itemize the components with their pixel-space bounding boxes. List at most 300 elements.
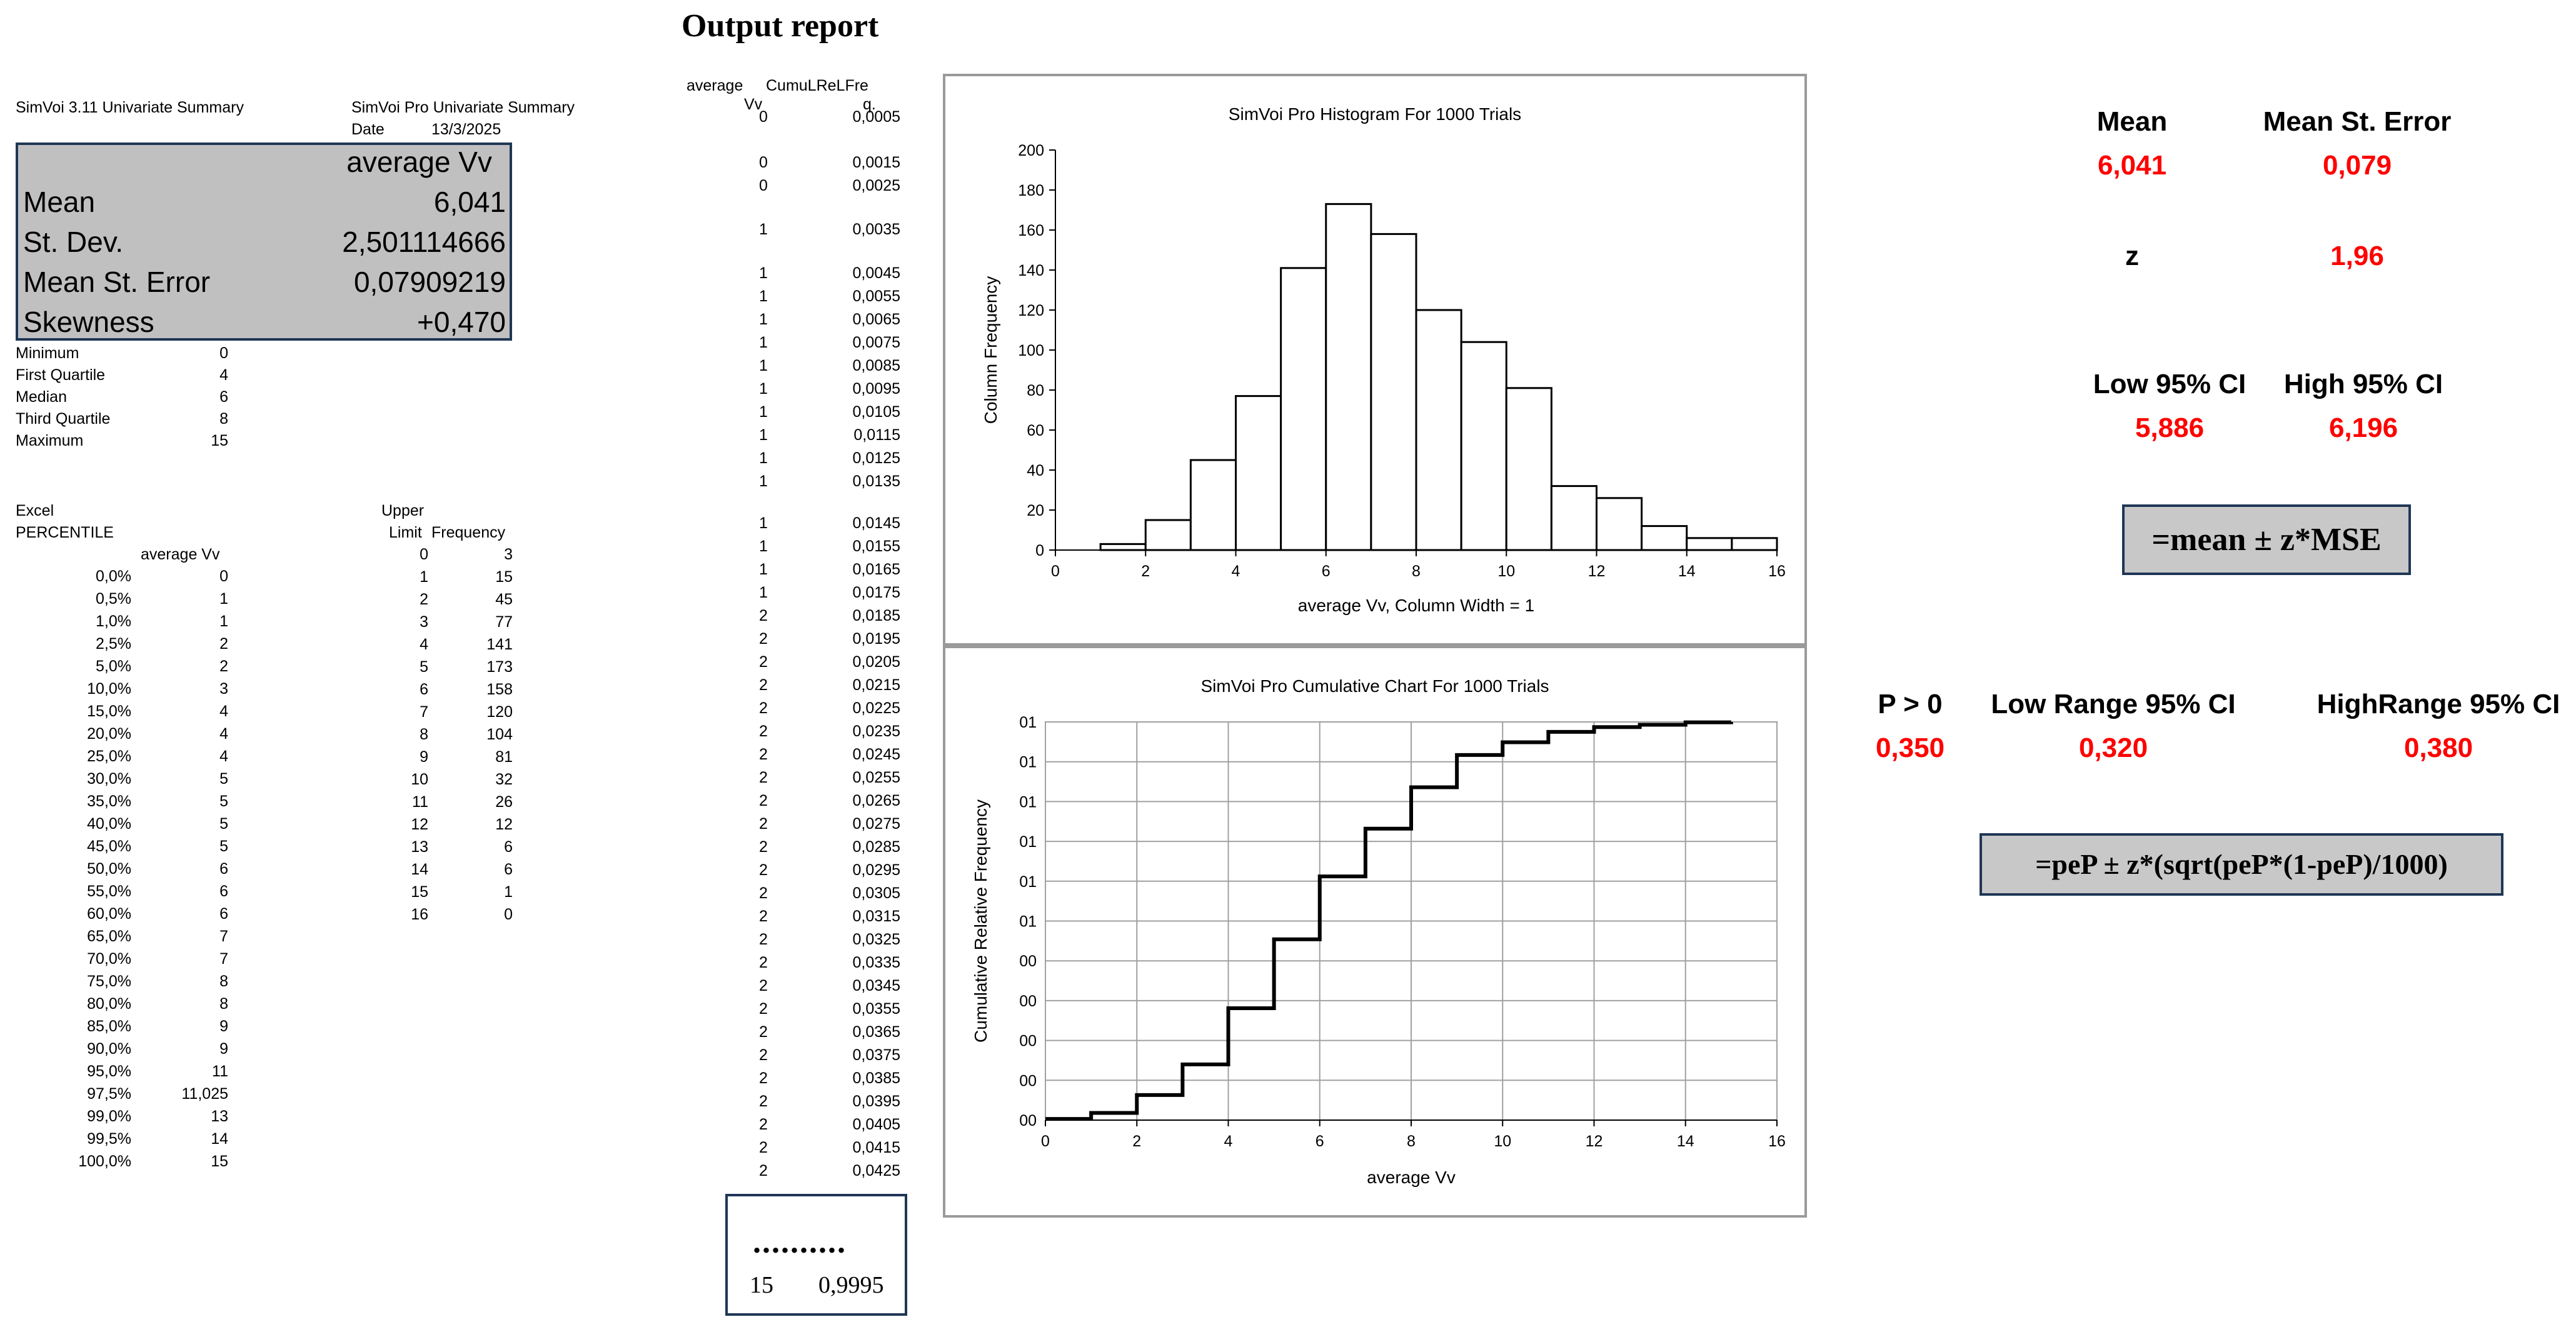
histogram-x-label: average Vv, Column Width = 1 — [1297, 596, 1535, 615]
cumul-vv: 2 — [759, 1069, 768, 1087]
cumul-vv: 1 — [759, 473, 768, 490]
mean-label: Mean — [2096, 106, 2168, 137]
percentile-value: 1 — [219, 590, 228, 608]
histogram-bar — [1597, 498, 1642, 550]
cumul-vv: 0 — [759, 108, 768, 126]
percentile-row — [16, 746, 228, 768]
stat-row — [16, 430, 228, 452]
summary-row-label: Mean St. Error — [23, 266, 211, 298]
frequency-limit: 7 — [420, 703, 428, 721]
low-range-value: 0,320 — [2078, 733, 2148, 763]
percentile-pct: 70,0% — [87, 950, 131, 968]
frequency-count: 173 — [486, 658, 513, 676]
cumul-freq: 0,0105 — [852, 403, 900, 421]
frequency-count: 26 — [495, 793, 513, 811]
cumul-last-freq: 0,9995 — [818, 1272, 884, 1298]
cumul-freq: 0,0275 — [852, 815, 900, 833]
cumulative-x-tick-label: 16 — [1768, 1133, 1786, 1150]
cumul-vv: 2 — [759, 1116, 768, 1133]
cumul-freq: 0,0355 — [852, 1000, 900, 1018]
cumulative-title: SimVoi Pro Cumulative Chart For 1000 Trials — [1200, 676, 1549, 696]
cumulative-x-tick-label: 0 — [1041, 1133, 1050, 1150]
frequency-limit: 13 — [411, 838, 428, 856]
percentile-row — [16, 656, 228, 678]
frequency-limit: 8 — [420, 726, 428, 743]
percentile-pct: 25,0% — [87, 748, 131, 765]
histogram-bar — [1326, 204, 1371, 550]
frequency-row — [375, 814, 513, 836]
percentile-col-header: average Vv — [141, 546, 220, 563]
percentile-value: 13 — [211, 1108, 228, 1125]
frequency-count: 141 — [486, 636, 513, 653]
cumulative-panel — [943, 646, 1807, 1218]
cumulative-y-tick-label: 00 — [1019, 953, 1037, 971]
histogram-bar — [1190, 460, 1235, 550]
z-value: 1,96 — [2330, 241, 2384, 271]
cumulative-chart — [945, 648, 1804, 1215]
percentile-row — [16, 611, 228, 633]
percentile-pct: 50,0% — [87, 860, 131, 878]
cumul-vv: 2 — [759, 1093, 768, 1110]
cumul-vv: 2 — [759, 769, 768, 786]
frequency-limit: 14 — [411, 861, 428, 878]
cumul-freq: 0,0365 — [852, 1023, 900, 1041]
cumulative-x-tick-label: 14 — [1676, 1133, 1694, 1150]
frequency-row — [375, 746, 513, 769]
cumulative-y-tick-label: 01 — [1019, 753, 1037, 771]
cumul-freq: 0,0345 — [852, 977, 900, 994]
percentile-pct: 97,5% — [87, 1085, 131, 1103]
formula-mean-ci: =mean ± z*MSE — [2122, 504, 2411, 575]
histogram-bar — [1732, 538, 1777, 550]
cumulative-y-tick-label: 00 — [1019, 1072, 1037, 1090]
cumulative-table — [732, 0, 900, 1188]
cumul-freq: 0,0045 — [852, 264, 900, 282]
freq-header-limit: Limit — [389, 524, 422, 541]
histogram-y-tick-label: 160 — [1018, 222, 1044, 239]
cumul-vv: 1 — [759, 288, 768, 305]
cumulative-y-tick-label: 01 — [1019, 833, 1037, 851]
frequency-limit: 12 — [411, 816, 428, 833]
summary-variable: average Vv — [346, 146, 492, 178]
percentile-pct: 2,5% — [96, 635, 131, 653]
percentile-row — [16, 768, 228, 791]
cumul-vv: 2 — [759, 977, 768, 994]
cumul-freq: 0,0395 — [852, 1093, 900, 1110]
frequency-row — [375, 724, 513, 746]
percentile-value: 11,025 — [181, 1085, 228, 1103]
histogram-y-tick-label: 100 — [1018, 342, 1044, 359]
histogram-bar — [1506, 388, 1551, 550]
cumul-freq: 0,0085 — [852, 357, 900, 374]
cumulative-y-tick-label: 01 — [1019, 913, 1037, 931]
frequency-count: 1 — [504, 883, 513, 901]
mse-label: Mean St. Error — [2263, 106, 2452, 137]
histogram-x-tick-label: 6 — [1321, 563, 1331, 580]
cumul-vv: 1 — [759, 561, 768, 578]
cumul-vv: 1 — [759, 264, 768, 282]
percentile-row — [16, 926, 228, 948]
percentile-row — [16, 903, 228, 926]
low-ci-label: Low 95% CI — [2093, 369, 2246, 399]
histogram-bar — [1371, 234, 1416, 550]
cumul-vv: 2 — [759, 699, 768, 717]
p-label: P > 0 — [1878, 689, 1943, 719]
cumulative-x-tick-label: 4 — [1224, 1133, 1233, 1150]
percentile-value: 15 — [211, 1153, 228, 1170]
histogram-y-tick-label: 0 — [1035, 542, 1044, 559]
histogram-panel — [943, 74, 1807, 646]
frequency-limit: 11 — [412, 793, 428, 811]
frequency-limit: 16 — [411, 906, 428, 923]
percentile-value: 5 — [219, 815, 228, 833]
percentile-pct: 40,0% — [87, 815, 131, 833]
cumulative-x-tick-label: 6 — [1315, 1133, 1324, 1150]
histogram-bar — [1461, 342, 1506, 550]
cumul-freq: 0,0205 — [852, 653, 900, 671]
cumul-vv: 2 — [759, 1023, 768, 1041]
cumul-freq: 0,0315 — [852, 908, 900, 925]
frequency-row — [375, 701, 513, 724]
histogram-x-tick-label: 12 — [1587, 563, 1606, 580]
mean-value: 6,041 — [2097, 150, 2167, 181]
percentile-value: 4 — [219, 725, 228, 743]
cumul-vv: 1 — [759, 584, 768, 601]
cumul-vv: 2 — [759, 1046, 768, 1064]
frequency-row — [375, 881, 513, 904]
frequency-count: 81 — [495, 748, 513, 766]
cumul-vv: 2 — [759, 1162, 768, 1179]
cumulative-y-tick-label: 00 — [1019, 1112, 1037, 1129]
percentile-value: 5 — [219, 793, 228, 810]
frequency-row — [375, 566, 513, 589]
summary-row — [18, 261, 523, 303]
cumul-freq: 0,0415 — [852, 1139, 900, 1156]
frequency-limit: 0 — [420, 546, 428, 563]
cumulative-x-tick-label: 12 — [1585, 1133, 1603, 1150]
cumul-vv: 2 — [759, 838, 768, 856]
cumul-freq: 0,0095 — [852, 380, 900, 398]
histogram-x-tick-label: 10 — [1497, 563, 1516, 580]
cumul-vv: 2 — [759, 1139, 768, 1156]
cumul-vv: 2 — [759, 723, 768, 740]
cumul-freq: 0,0295 — [852, 861, 900, 879]
histogram-bar — [1687, 538, 1732, 550]
percentile-row — [16, 993, 228, 1016]
cumul-vv: 2 — [759, 908, 768, 925]
cumul-header-q: q. — [863, 96, 876, 113]
frequency-limit: 15 — [411, 883, 428, 901]
cumul-freq: 0,0225 — [852, 699, 900, 717]
cumul-vv: 2 — [759, 653, 768, 671]
percentile-row — [16, 566, 228, 588]
cumul-vv: 1 — [759, 449, 768, 467]
percentile-value: 6 — [219, 883, 228, 900]
cumul-vv: 1 — [759, 311, 768, 328]
stat-label: Maximum — [16, 432, 84, 449]
percentile-pct: 30,0% — [87, 770, 131, 788]
frequency-row — [375, 611, 513, 634]
percentile-pct: 10,0% — [87, 680, 131, 698]
cumul-vv: 2 — [759, 630, 768, 648]
z-label: z — [2125, 241, 2139, 271]
cumul-vv: 1 — [759, 380, 768, 398]
percentile-row — [16, 701, 228, 723]
histogram-y-label: Column Frequency — [981, 276, 1000, 424]
percentile-value: 4 — [219, 748, 228, 765]
percentile-row — [16, 723, 228, 746]
stat-label: Minimum — [16, 344, 79, 362]
stat-row — [16, 386, 228, 408]
percentile-pct: 45,0% — [87, 838, 131, 855]
stat-value: 8 — [219, 410, 228, 428]
frequency-count: 0 — [504, 906, 513, 923]
percentile-value: 2 — [219, 658, 228, 675]
percentile-pct: 5,0% — [96, 658, 131, 675]
histogram-bar — [1281, 268, 1326, 550]
frequency-count: 15 — [495, 568, 513, 586]
cumul-freq: 0,0425 — [852, 1162, 900, 1179]
stat-label: First Quartile — [16, 366, 106, 384]
histogram-y-tick-label: 180 — [1018, 182, 1044, 199]
percentile-pct: 85,0% — [87, 1018, 131, 1035]
cumul-vv: 2 — [759, 676, 768, 694]
histogram-y-tick-label: 200 — [1018, 142, 1044, 159]
frequency-count: 77 — [495, 613, 513, 631]
cumul-vv: 2 — [759, 815, 768, 833]
cumul-freq: 0,0405 — [852, 1116, 900, 1133]
cumul-vv: 2 — [759, 746, 768, 763]
cumul-freq: 0,0305 — [852, 884, 900, 902]
summary-row — [18, 221, 523, 263]
frequency-count: 45 — [495, 591, 513, 608]
cumul-freq: 0,0115 — [853, 426, 900, 444]
freq-header-frequency: Frequency — [431, 524, 506, 541]
percentile-pct: 90,0% — [87, 1040, 131, 1058]
cumul-freq: 0,0255 — [852, 769, 900, 786]
percentile-value: 6 — [219, 905, 228, 923]
cumul-vv: 1 — [759, 426, 768, 444]
cumul-vv: 1 — [759, 403, 768, 421]
histogram-y-tick-label: 40 — [1027, 462, 1044, 479]
cumul-freq: 0,0145 — [852, 514, 900, 532]
percentile-row — [16, 881, 228, 903]
percentile-pct: 0,0% — [96, 568, 131, 585]
cumul-freq: 0,0215 — [852, 676, 900, 694]
frequency-row — [375, 656, 513, 679]
frequency-limit: 9 — [420, 748, 428, 766]
ellipsis-dots: .......... — [753, 1224, 847, 1260]
histogram-x-tick-label: 16 — [1768, 563, 1786, 580]
cumul-freq: 0,0325 — [852, 931, 900, 948]
cumul-freq: 0,0075 — [852, 334, 900, 351]
high-ci-label: High 95% CI — [2283, 369, 2443, 399]
frequency-limit: 5 — [420, 658, 428, 676]
stat-row — [16, 343, 228, 364]
cumul-freq: 0,0155 — [852, 538, 900, 555]
cumul-freq: 0,0195 — [852, 630, 900, 648]
histogram-y-tick-label: 60 — [1027, 422, 1044, 439]
cumulative-y-tick-label: 01 — [1019, 873, 1037, 891]
percentile-pct: 80,0% — [87, 995, 131, 1013]
percentile-pct: 0,5% — [96, 590, 131, 608]
percentile-row — [16, 971, 228, 993]
percentile-row — [16, 1083, 228, 1106]
cumulative-x-tick-label: 8 — [1407, 1133, 1416, 1150]
percentile-header-percentile: PERCENTILE — [16, 524, 114, 541]
cumulative-x-tick-label: 2 — [1132, 1133, 1142, 1150]
percentile-pct: 95,0% — [87, 1063, 131, 1080]
histogram-bar — [1100, 544, 1145, 550]
percentile-value: 1 — [219, 613, 228, 630]
percentile-header-excel: Excel — [16, 502, 54, 519]
frequency-row — [375, 791, 513, 814]
percentile-pct: 100,0% — [78, 1153, 131, 1170]
summary-row-label: Skewness — [23, 306, 154, 338]
percentile-value: 7 — [219, 950, 228, 968]
frequency-row — [375, 634, 513, 656]
cumul-freq: 0,0135 — [852, 473, 900, 490]
cumul-vv: 2 — [759, 954, 768, 971]
cumul-vv: 2 — [759, 884, 768, 902]
histogram-y-tick-label: 80 — [1027, 382, 1044, 399]
percentile-value: 8 — [219, 973, 228, 990]
freq-header-upper: Upper — [381, 502, 425, 519]
cumul-freq: 0,0035 — [852, 221, 900, 238]
percentile-value: 8 — [219, 995, 228, 1013]
date-label: Date — [351, 121, 385, 138]
cumulative-y-tick-label: 00 — [1019, 1032, 1037, 1050]
frequency-row — [375, 589, 513, 611]
histogram-bar — [1416, 310, 1461, 550]
percentile-row — [16, 791, 228, 813]
cumul-header-average: average — [687, 77, 743, 94]
histogram-title: SimVoi Pro Histogram For 1000 Trials — [1228, 104, 1522, 124]
percentile-value: 2 — [219, 635, 228, 653]
frequency-limit: 3 — [420, 613, 428, 631]
percentile-row — [16, 836, 228, 858]
histogram-x-tick-label: 14 — [1678, 563, 1696, 580]
percentile-row — [16, 1128, 228, 1151]
percentile-row — [16, 1038, 228, 1061]
percentile-row — [16, 588, 228, 611]
cumul-last-vv: 15 — [750, 1272, 773, 1298]
high-range-label: HighRange 95% CI — [2317, 689, 2560, 719]
cumul-vv: 2 — [759, 607, 768, 624]
histogram-bar — [1551, 486, 1596, 550]
stat-label: Median — [16, 388, 67, 406]
stat-label: Third Quartile — [16, 410, 111, 428]
percentile-pct: 1,0% — [96, 613, 131, 630]
cumul-last-row-box — [725, 1194, 907, 1316]
cumul-freq: 0,0385 — [852, 1069, 900, 1087]
cumulative-x-label: average Vv — [1367, 1168, 1456, 1187]
histogram-x-tick-label: 4 — [1231, 563, 1240, 580]
frequency-limit: 6 — [420, 681, 428, 698]
cumul-vv: 1 — [759, 334, 768, 351]
stat-row — [16, 408, 228, 430]
percentile-row — [16, 633, 228, 656]
percentile-pct: 99,5% — [87, 1130, 131, 1148]
percentile-value: 4 — [219, 703, 228, 720]
frequency-row — [375, 769, 513, 791]
percentile-pct: 55,0% — [87, 883, 131, 900]
frequency-count: 104 — [486, 726, 513, 743]
mse-value: 0,079 — [2322, 150, 2392, 181]
histogram-y-tick-label: 120 — [1018, 302, 1044, 319]
cumul-freq: 0,0175 — [852, 584, 900, 601]
percentile-value: 7 — [219, 928, 228, 945]
simvoi-311-header: SimVoi 3.11 Univariate Summary — [16, 99, 244, 116]
cumul-freq: 0,0025 — [852, 177, 900, 194]
percentile-row — [16, 1061, 228, 1083]
frequency-count: 120 — [486, 703, 513, 721]
histogram-x-tick-label: 0 — [1051, 563, 1060, 580]
cumul-freq: 0,0165 — [852, 561, 900, 578]
percentile-value: 9 — [219, 1040, 228, 1058]
frequency-row — [375, 544, 513, 566]
summary-row-value: +0,470 — [417, 306, 506, 338]
frequency-row — [375, 859, 513, 881]
high-ci-value: 6,196 — [2328, 413, 2398, 443]
percentile-row — [16, 813, 228, 836]
frequency-count: 6 — [504, 838, 513, 856]
summary-row-value: 2,501114666 — [342, 226, 506, 258]
cumul-vv: 0 — [759, 177, 768, 194]
summary-row-label: St. Dev. — [23, 226, 124, 258]
percentile-value: 5 — [219, 770, 228, 788]
percentile-pct: 60,0% — [87, 905, 131, 923]
percentile-value: 14 — [211, 1130, 228, 1148]
stat-value: 6 — [219, 388, 228, 406]
p-value: 0,350 — [1875, 733, 1945, 763]
cumul-freq: 0,0375 — [852, 1046, 900, 1064]
frequency-limit: 2 — [420, 591, 428, 608]
stat-row — [16, 364, 228, 386]
percentile-row — [16, 858, 228, 881]
percentile-value: 9 — [219, 1018, 228, 1035]
percentile-row — [16, 1151, 228, 1173]
cumul-vv: 2 — [759, 1000, 768, 1018]
percentile-pct: 75,0% — [87, 973, 131, 990]
histogram-x-tick-label: 8 — [1412, 563, 1421, 580]
summary-row-value: 6,041 — [433, 186, 506, 218]
frequency-row — [375, 904, 513, 926]
cumul-vv: 2 — [759, 861, 768, 879]
cumul-freq: 0,0005 — [852, 108, 900, 126]
cumul-freq: 0,0065 — [852, 311, 900, 328]
cumul-header-vv: Vv — [744, 96, 763, 113]
stat-value: 4 — [219, 366, 228, 384]
formula-proportion-ci: =peP ± z*(sqrt(peP*(1-peP)/1000) — [1980, 833, 2503, 896]
summary-row-value: 0,07909219 — [353, 266, 506, 298]
percentile-row — [16, 678, 228, 701]
summary-row — [18, 301, 523, 343]
percentile-pct: 20,0% — [87, 725, 131, 743]
cumul-freq: 0,0245 — [852, 746, 900, 763]
cumulative-y-tick-label: 00 — [1019, 992, 1037, 1010]
frequency-limit: 10 — [411, 771, 428, 788]
cumul-vv: 0 — [759, 154, 768, 171]
page-title: Output report — [682, 8, 879, 44]
frequency-count: 158 — [486, 681, 513, 698]
percentile-pct: 99,0% — [87, 1108, 131, 1125]
cumulative-y-tick-label: 01 — [1019, 793, 1037, 811]
frequency-count: 3 — [504, 546, 513, 563]
stat-value: 0 — [219, 344, 228, 362]
frequency-count: 12 — [495, 816, 513, 833]
frequency-count: 6 — [504, 861, 513, 878]
